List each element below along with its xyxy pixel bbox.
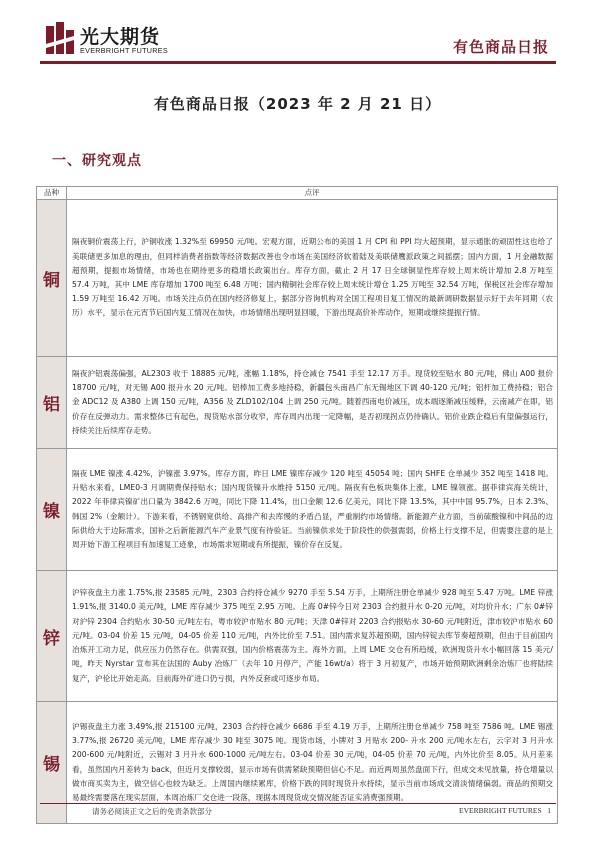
commodity-review-table — [36, 186, 558, 824]
category-cell — [37, 571, 67, 702]
document-title: 有色商品日报（2023 年 2 月 21 日） — [153, 95, 442, 113]
category-label: 镍 — [43, 502, 60, 522]
header-category: 品种 — [37, 187, 67, 200]
category-cell — [37, 357, 67, 449]
footer-company-page — [459, 806, 551, 815]
comment-cell: 隔夜沪铝震荡偏强，AL2303 收于 18885 元/吨，涨幅 1.18%，持仓减仓 7541 手至 12.17 万手。现货较至贴水 80 元/吨，佛山 A00 报价 18700 元/吨，对无锡 A00 报升水 20 元/吨。铝棒加工费多地持稳，新疆包头南昌广东无锡地区下调 40-120 元/吨；铝杆加工费持稳；铝合金 ADC12 及 A380 上调 150 元/吨，A356 及 ZLD102/104 上调 250 元/吨。随着西南电价减压，成本端逐渐减压缓释，云南减产在即，铝价存在反弹动力。需求整体已有起色，现货贴水部分收窄，库存周内出现一定降幅，是否初现拐点仍待确认。铝价业跌企稳后有望偏强运行，持续关注后续库存走势。 — [67, 357, 558, 449]
comment-cell: 隔夜 LME 镍涨 4.42%，沪镍涨 3.97%。库存方面，昨日 LME 镍库存减少 120 吨至 45054 吨；国内 SHFE 仓单减少 352 吨至 1418 吨。升贴水来看，LME0-3 月调期费保持贴水；国内现货镍升水维持 5150 元/吨。隔夜有色板块集体上涨，LME 镍领涨。据菲律宾海关统计，2022 年菲律宾镍矿出口量为 3842.6 万吨，同比下降 11.4%，出口金额 12.6 亿美元，同比下降 13.5%，其中中国 95.7%，日本 2.3%、韩国 2%（金额计）。下游来看，不锈钢宽供给、高排产和去库慢的矛盾凸显，严重制约市场情绪。新能源产业方面，当前硫酸镍和中间品的边际供给大于边际需求，国补之后新能源汽车产业景气度有待验证。当前镍供求处于阶段性的供强需弱，价格上行支撑不足，但需要注意的是上周开始下游工程项目有加速复工迹象，市场需求短期或有所提振，镍价存在反复。 — [67, 449, 558, 571]
table-row-copper — [37, 200, 558, 357]
category-label: 锡 — [43, 755, 60, 775]
footer-company: EVERBRIGHT FUTURES — [459, 806, 542, 815]
category-label: 铝 — [43, 395, 60, 415]
logo-english-name: EVERBRIGHT FUTURES — [80, 46, 168, 55]
category-cell — [37, 200, 67, 357]
table-row-nickel — [37, 449, 558, 571]
section-heading: 一、研究观点 — [52, 153, 142, 169]
footer-disclaimer: 请务必阅读正文之后的免责条款部分 — [92, 807, 212, 816]
table-row-aluminum — [37, 357, 558, 449]
table-header-row — [37, 187, 558, 200]
header-comment: 点评 — [67, 187, 558, 200]
page-number: 1 — [547, 806, 551, 815]
footer-divider — [40, 803, 556, 804]
category-cell — [37, 449, 67, 571]
page-header — [0, 0, 595, 68]
category-cell — [37, 702, 67, 824]
report-type-label: 有色商品日报 — [452, 38, 549, 56]
logo-mark-icon — [44, 22, 76, 56]
table-row-zinc — [37, 571, 558, 702]
logo-chinese-name: 光大期货 — [80, 26, 161, 48]
comment-cell: 沪锡夜盘主力涨 3.49%,报 215100 元/吨，2303 合约持仓减少 6686 手至 4.19 万手，上期所注册仓单减少 758 吨至 7586 吨。LME 锡涨 3.77%,报 26720 美元/吨，LME 库存减少 30 吨至 3075 吨。现货市场，小牌对 3 月贴水 200- 升水 200 元/吨水左右，云字对 3 月升水 200-600 元/吨附近，云锡对 3 月升水 600-1000 元/吨左右。03-04 价差 30 元/吨，04-05 价差 70 元/吨，内外比价至 8.05。从月差来看，虽然国内月差转为 back，但近月支撑较弱，显示市场有供需紧缺预期但信心不足。而近两周虽然盘面下行，但成交未见放量，持仓增量以做市商买卖为主，做空信心也较为缺乏。上周国内继续累库，价格下跌的同时现货升水持续，显示当前市场成交清淡情绪偏弱。商品的预期交易最终需要落在现实层面，本周冶炼厂交仓进一段落，现据本周现货成交情况能否证实消费强预期。 — [67, 702, 558, 824]
category-label: 锌 — [43, 628, 60, 649]
header-divider — [40, 61, 556, 64]
company-logo — [44, 20, 174, 60]
comment-cell: 隔夜铜价震荡上行，沪铜收涨 1.32%至 69950 元/吨。宏观方面，近期公布的美国 1 月 CPI 和 PPI 均大超预期，显示通胀的顽固性这也给了美联储更多加息的理由，但同样消费者指数等经济数据改善也令市场在美国经济软着陆及美联储鹰派政策之间摇摆；国内方面，1 月金融数据超预期，提振市场情绪，市场也在期待更多的稳增长政策出台。库存方面，截止 2 月 17 日全球铜显性库存较上周末统计增加 2.8 万吨至 57.4 万吨，其中 LME 库存增加 1700 吨至 6.48 万吨；国内精铜社会库存较上周末统计增仓 1.25 万吨至 32.54 万吨，保税区社会库存增加 1.59 万吨至 16.42 万吨。市场关注点仍在国内经济修复上，据部分咨询机构对全国工程项目复工情况的最新调研数据显示好于去年同期（农历）水平，显示在元宵节后国内复工情况在加快，市场情绪出现明显回暖，下游出现高价补库动作，短期或继续提振行情。 — [67, 200, 558, 357]
comment-cell: 沪锌夜盘主力涨 1.75%,报 23585 元/吨，2303 合约持仓减少 9270 手至 5.54 万手，上期所注册仓单减少 928 吨至 5.47 万吨。LME 锌涨 1.91%,报 3140.0 美元/吨，LME 库存减少 375 吨至 2.95 万吨。上海 0#锌今日对 2303 合约报升水 0-20 元/吨，对均价升水；广东 0#锌对沪锌 2304 合约贴水 30-50 元/吨左右，粤市较沪市贴水 80 元/吨；天津 0#锌对 2203 合约报贴水 30-60 元/吨附近，津市较沪市贴水 60 元/吨。03-04 价差 15 元/吨，04-05 价差 110 元/吨，内外比价至 7.51。国内需求复苏超预期，国内锌锭去库节奏超预期，但由于目前国内冶炼开工动力足，供应压力仍然存在。供需双强，国内价格震荡为主。海外方面，上周 LME 交仓有所趋缓，欧洲现货升水小幅回落 15 美元/吨，昨天 Nyrstar 宣布其在法国的 Auby 冶炼厂（去年 10 月停产，产能 16wt/a）将于 3 月初复产，市场开始预期欧洲剩余冶炼厂也将陆续复产，沪伦比开始走高。目前海外矿进口仍亏损，内外反套或可逐步布局。 — [67, 571, 558, 702]
category-label: 铜 — [43, 270, 60, 291]
